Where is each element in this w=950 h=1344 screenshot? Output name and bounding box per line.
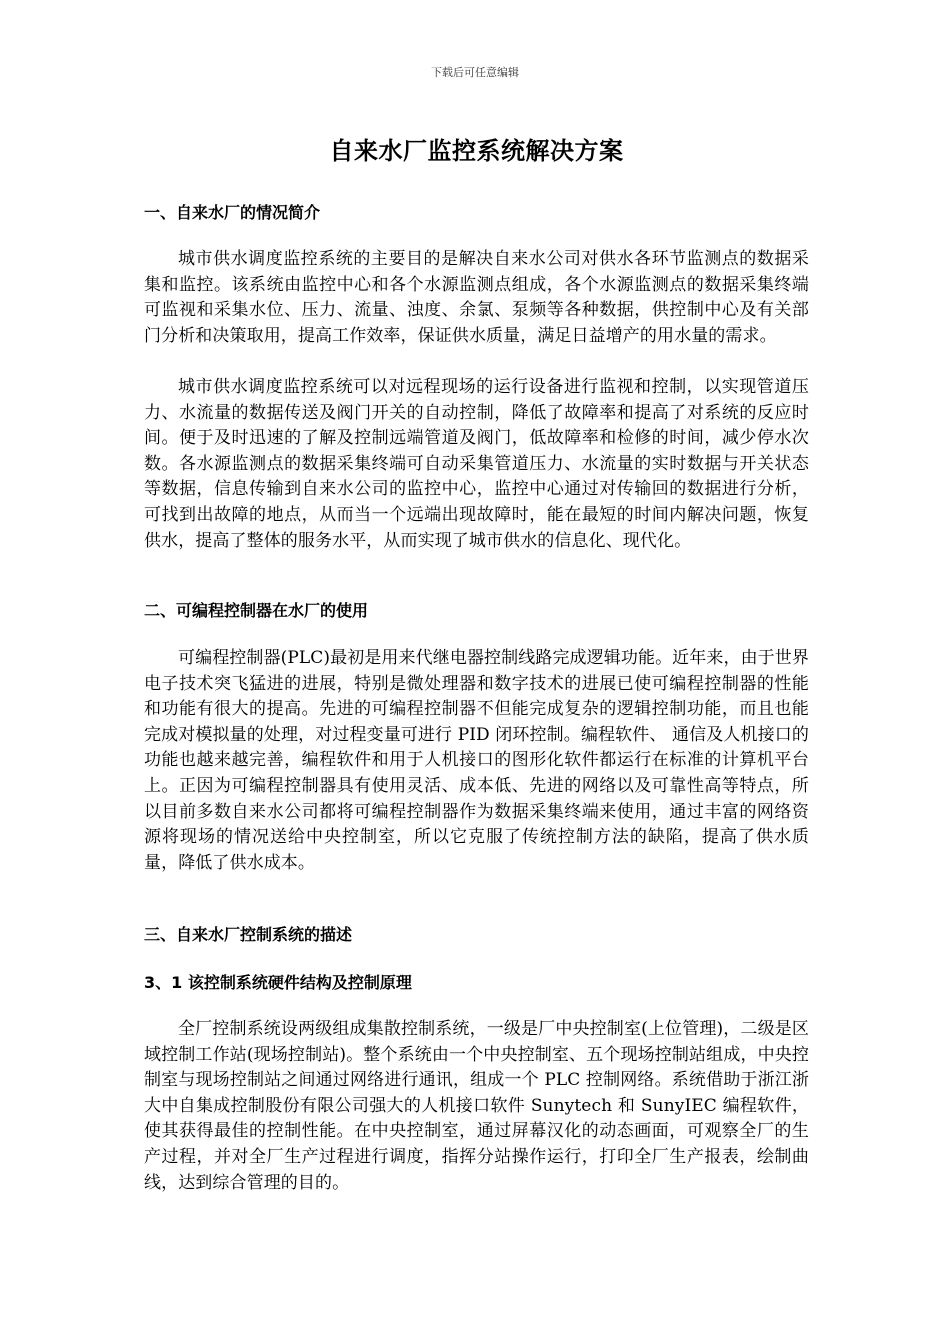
section-1-paragraph-2: 城市供水调度监控系统可以对远程现场的运行设备进行监视和控制，以实现管道压力、水流量的数据传送及阀门开关的自动控制，降低了故障率和提高了对系统的反应时间。便于及时迅速的了解及控制远端管道及阀门，低故障率和检修的时间，减少停水次数。各水源监测点的数据采集终端可自动采集管道压力、水流量的实时数据与开关状态等数据，信息传输到自来水公司的监控中心，监控中心通过对传输回的数据进行分析，可找到出故障的地点，从而当一个远端出现故障时，能在最短的时间内解决问题，恢复供水，提高了整体的服务水平，从而实现了城市供水的信息化、现代化。 [144,377,809,551]
section-2-paragraph-1: 可编程控制器(PLC)最初是用来代继电器控制线路完成逻辑功能。近年来，由于世界电子技术突飞猛进的进展，特别是微处理器和数字技术的进展已使可编程控制器的性能和功能有很大的提高。先进的可编程控制器不但能完成复杂的逻辑控制功能，而且也能完成对模拟量的处理，对过程变量可进行 PID 闭环控制。编程软件、 通信及人机接口的功能也越来越完善，编程软件和用于人机接口的图形化软件都运行在标准的计算机平台上。正因为可编程控制器具有使用灵活、成本低、先进的网络以及可靠性高等特点，所以目前多数自来水公司都将可编程控制器作为数据采集终端来使用，通过丰富的网络资源将现场的情况送给中央控制室，所以它克服了传统控制方法的缺陷，提高了供水质量，降低了供水成本。 [144,648,809,873]
section-1-paragraph-1: 城市供水调度监控系统的主要目的是解决自来水公司对供水各环节监测点的数据采集和监控。该系统由监控中心和各个水源监测点组成，各个水源监测点的数据采集终端可监视和采集水位、压力、流量、浊度、余氯、泵频等各种数据，供控制中心及有关部门分析和决策取用，提高工作效率，保证供水质量，满足日益增产的用水量的需求。 [144,249,809,346]
subsection-heading-3-1: 3、1 该控制系统硬件结构及控制原理 [144,973,412,992]
section-heading-1: 一、自来水厂的情况简介 [144,203,321,222]
section-3-paragraph-1: 全厂控制系统设两级组成集散控制系统，一级是厂中央控制室(上位管理)，二级是区域控制工作站(现场控制站)。整个系统由一个中央控制室、五个现场控制站组成，中央控制室与现场控制站之间通过网络进行通讯，组成一个 PLC 控制网络。系统借助于浙江浙大中自集成控制股份有限公司强大的人机接口软件 Sunytech 和 SunyIEC 编程软件，使其获得最佳的控制性能。在中央控制室，通过屏幕汉化的动态画面，可观察全厂的生产过程，并对全厂生产过程进行调度，指挥分站操作运行，打印全厂生产报表，绘制曲线，达到综合管理的目的。 [144,1019,809,1193]
page-header-note: 下载后可任意编辑 [431,66,519,79]
document-title: 自来水厂监控系统解决方案 [329,137,624,165]
section-heading-2: 二、可编程控制器在水厂的使用 [144,601,369,620]
section-heading-3: 三、自来水厂控制系统的描述 [144,925,353,944]
